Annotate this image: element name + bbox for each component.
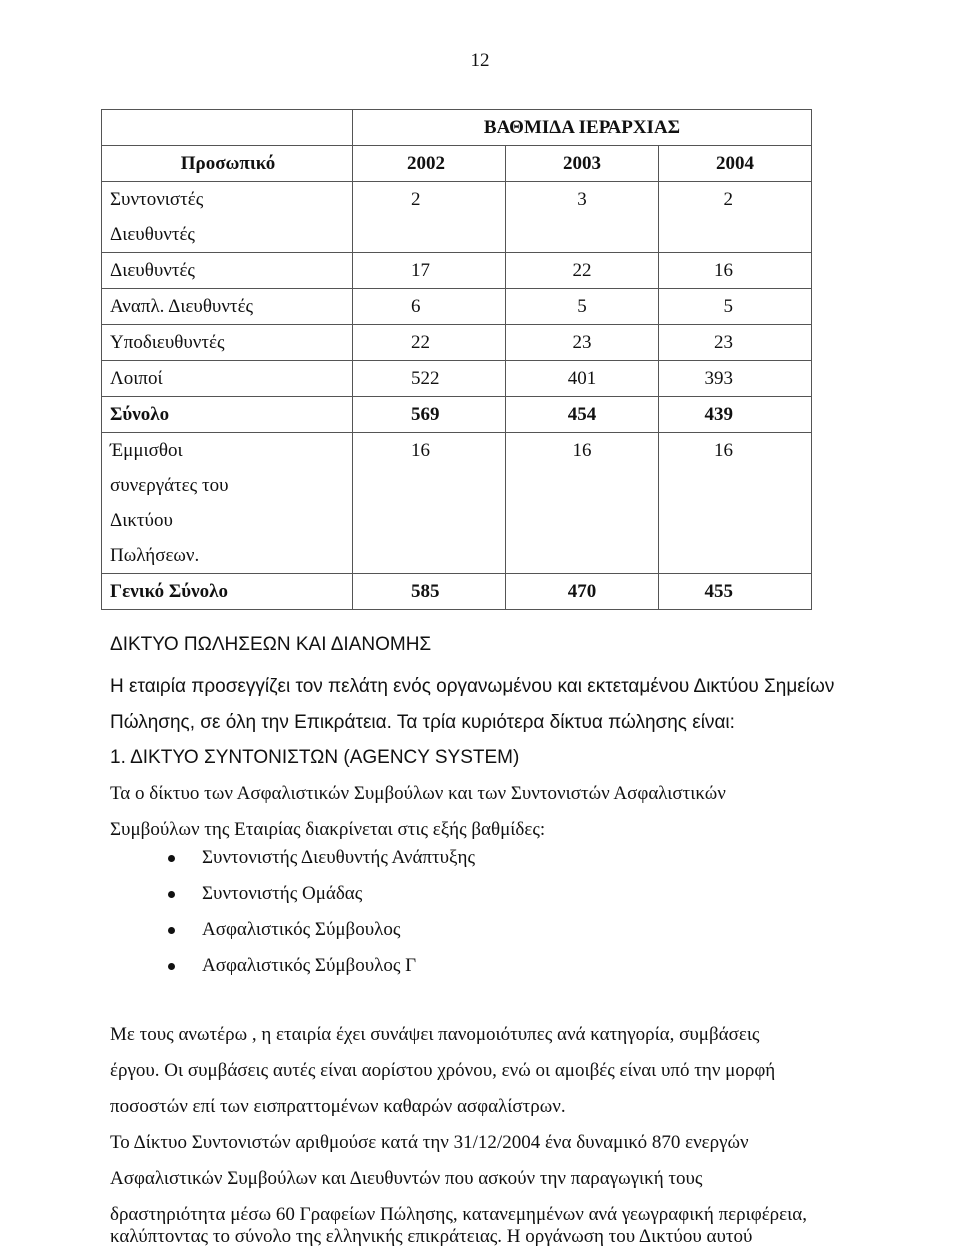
- subsection-heading: 1. ΔΙΚΤΥΟ ΣΥΝΤΟΝΙΣΤΩΝ (AGENCY SYSTEM): [110, 747, 520, 768]
- row-label-line: Συντονιστές: [110, 189, 204, 210]
- cell-value: 401: [506, 361, 659, 397]
- cell-value: 23: [659, 325, 812, 361]
- paragraph-line: δραστηριότητα μέσω 60 Γραφείων Πώλησης, κατανεμημένων ανά γεωγραφική περιφέρεια,: [110, 1204, 807, 1225]
- section-heading: ΔΙΚΤΥΟ ΠΩΛΗΣΕΩΝ ΚΑΙ ΔΙΑΝΟΜΗΣ: [110, 634, 432, 655]
- cell-value: 2: [659, 182, 812, 253]
- table-row: [102, 253, 812, 289]
- table-row: [102, 397, 812, 433]
- table-corner: [102, 110, 353, 146]
- cell-value: 393: [659, 361, 812, 397]
- cell-value: 22: [506, 253, 659, 289]
- paragraph-line: ποσοστών επί των εισπραττομένων καθαρών ασφαλίστρων.: [110, 1096, 566, 1117]
- paragraph-line: Με τους ανωτέρω , η εταιρία έχει συνάψει πανομοιότυπες ανά κατηγορία, συμβάσεις: [110, 1024, 760, 1045]
- paragraph-line: Το Δίκτυο Συντονιστών αριθμούσε κατά την 31/12/2004 ένα δυναμικό 870 ενεργών: [110, 1132, 749, 1153]
- row-label-line: Λοιποί: [110, 368, 163, 389]
- cell-value: 3: [506, 182, 659, 253]
- row-label: [102, 574, 353, 610]
- row-label: [102, 182, 353, 253]
- row-label-line: Σύνολο: [110, 404, 170, 425]
- cell-value: 17: [353, 253, 506, 289]
- row-label-line: Δικτύου: [110, 510, 173, 531]
- table-row: [102, 361, 812, 397]
- intro-line: Πώλησης, σε όλη την Επικράτεια. Τα τρία κυριότερα δίκτυα πώλησης είναι:: [110, 712, 735, 733]
- cell-value: 16: [353, 433, 506, 574]
- table-row: [102, 182, 812, 253]
- row-label-line: Υποδιευθυντές: [110, 332, 225, 353]
- row-label: [102, 253, 353, 289]
- row-label-line: Έμμισθοι: [110, 440, 183, 461]
- list-item: Συντονιστής Ομάδας: [168, 876, 475, 912]
- list-item: Συντονιστής Διευθυντής Ανάπτυξης: [168, 840, 475, 876]
- row-label: [102, 325, 353, 361]
- cell-value: 470: [506, 574, 659, 610]
- row-label: [102, 433, 353, 574]
- list-item: Ασφαλιστικός Σύμβουλος: [168, 912, 475, 948]
- cell-value: 454: [506, 397, 659, 433]
- sub-line: Τα ο δίκτυο των Ασφαλιστικών Συμβούλων και των Συντονιστών Ασφαλιστικών: [110, 783, 726, 804]
- cell-value: 16: [506, 433, 659, 574]
- row-label: [102, 289, 353, 325]
- cell-value: 2: [353, 182, 506, 253]
- row-label: [102, 361, 353, 397]
- header-year: 2003: [506, 146, 659, 182]
- row-label-line: Διευθυντές: [110, 260, 195, 281]
- intro-line: Η εταιρία προσεγγίζει τον πελάτη ενός οργανωμένου και εκτεταμένου Δικτύου Σημείων: [110, 676, 835, 697]
- row-label-line: Γενικό Σύνολο: [110, 581, 228, 602]
- cell-value: 455: [659, 574, 812, 610]
- table-row: [102, 325, 812, 361]
- cell-value: 5: [659, 289, 812, 325]
- header-label: Προσωπικό: [102, 146, 353, 182]
- cell-value: 22: [353, 325, 506, 361]
- cell-value: 16: [659, 253, 812, 289]
- table-header-row: [102, 146, 812, 182]
- paragraph-line: έργου. Οι συμβάσεις αυτές είναι αορίστου χρόνου, ενώ οι αμοιβές είναι υπό την μορφή: [110, 1060, 776, 1081]
- page-number: 12: [470, 50, 490, 71]
- table-row: [102, 433, 812, 574]
- rank-list: [168, 840, 475, 984]
- cell-value: 585: [353, 574, 506, 610]
- row-label-line: συνεργάτες του: [110, 475, 229, 496]
- cell-value: 569: [353, 397, 506, 433]
- row-label-line: Πωλήσεων.: [110, 545, 200, 566]
- cell-value: 6: [353, 289, 506, 325]
- table-row: [102, 289, 812, 325]
- row-label-line: Αναπλ. Διευθυντές: [110, 296, 254, 317]
- header-year: 2002: [353, 146, 506, 182]
- paragraph-line: Ασφαλιστικών Συμβούλων και Διευθυντών που ασκούν την παραγωγική τους: [110, 1168, 703, 1189]
- row-label: [102, 397, 353, 433]
- cell-value: 16: [659, 433, 812, 574]
- cell-value: 5: [506, 289, 659, 325]
- table-title: ΒΑΘΜΙΔΑ ΙΕΡΑΡΧΙΑΣ: [353, 110, 812, 146]
- cell-value: 522: [353, 361, 506, 397]
- paragraph-line: καλύπτοντας το σύνολο της ελληνικής επικράτειας. Η οργάνωση του Δικτύου αυτού: [110, 1226, 753, 1247]
- table-row: [102, 574, 812, 610]
- row-label-line: Διευθυντές: [110, 224, 195, 245]
- cell-value: 439: [659, 397, 812, 433]
- header-year: 2004: [659, 146, 812, 182]
- sub-line: Συμβούλων της Εταιρίας διακρίνεται στις εξής βαθμίδες:: [110, 819, 546, 840]
- hierarchy-table: [101, 109, 812, 610]
- cell-value: 23: [506, 325, 659, 361]
- list-item: Ασφαλιστικός Σύμβουλος Γ: [168, 948, 475, 984]
